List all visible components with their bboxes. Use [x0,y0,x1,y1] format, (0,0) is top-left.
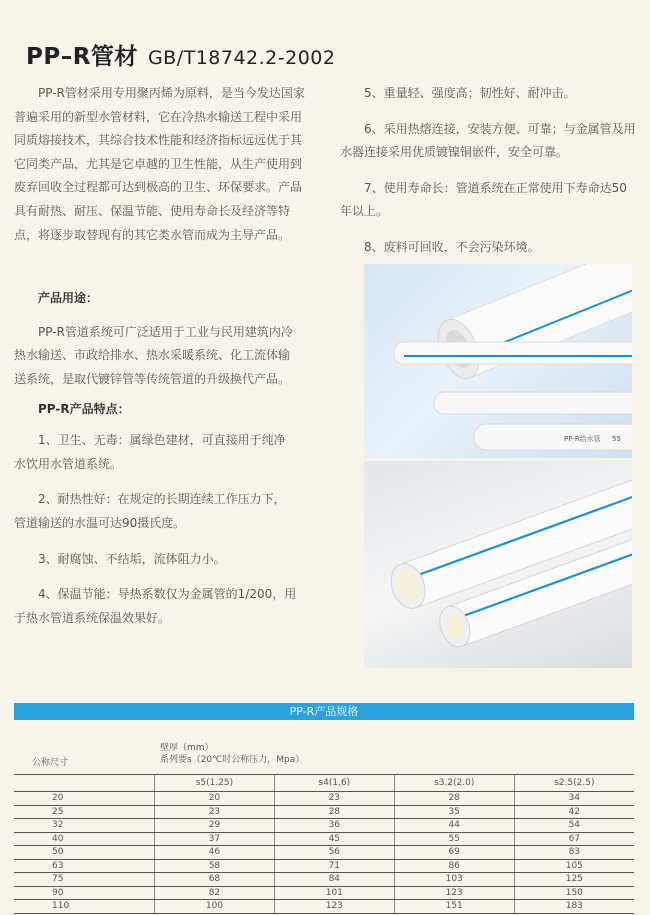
series-label: 系列要s（20℃时公称压力，Mpa） [160,755,305,765]
table-cell: 110 [14,900,155,914]
page-title [26,38,335,71]
table-row [14,819,634,833]
table-row [14,886,634,900]
usage-paragraph [14,321,324,392]
intro-line: PP-R管材采用专用聚丙烯为原料，是当今发达国家 [38,86,305,100]
table-cell: 63 [14,859,155,873]
table-cell: 67 [514,832,634,846]
feature-line: 4、保温节能：导热系数仅为金属管的1/200，用 [38,587,297,602]
table-cell: 29 [155,819,275,833]
feature-item [14,583,324,630]
table-cell: 69 [394,846,514,860]
table-cell: 20 [155,792,275,806]
table-cell: 28 [394,792,514,806]
intro-line: 普遍采用的新型水管材料，它在冷热水输送工程中采用 [14,109,303,124]
pipe-print-text: PP-R给水管 [564,435,601,443]
table-cell: 40 [14,832,155,846]
table-cell [14,775,155,792]
series-header-row [14,775,634,792]
feature-item [14,429,324,476]
standard-code: GB/T18742.2-2002 [147,47,336,69]
table-cell: 100 [155,900,275,914]
feature-item [14,548,324,572]
table-cell: 35 [394,805,514,819]
series-header: s3.2(2.0) [394,775,514,792]
series-header: s5(1.25) [155,775,275,792]
feature-item: 6、采用热熔连接，安装方便、可靠；与金属管及用水器连接采用优质镀镍铜嵌件，安全可靠。 [340,121,636,160]
table-cell: 45 [274,832,394,846]
usage-line: PP-R管道系统可广泛适用于工业与民用建筑内冷 [38,324,293,339]
pipe-illustration-bottom [364,461,632,668]
pipe-photo-bottom [364,461,632,668]
table-cell: 183 [514,900,634,914]
table-cell: 58 [155,859,275,873]
table-cell: 123 [274,900,394,914]
intro-line: 同质熔接技术，其综合技术性能和经济指标远远优于其 [14,133,303,148]
pipe-illustration-top [364,264,632,458]
feature-item: 5、重量轻、强度高；韧性好、耐冲击。 [364,86,576,100]
spec-table-grid [14,775,634,914]
table-cell: 75 [14,873,155,887]
intro-line: 点，将逐步取替现有的其它类水管而成为主导产品。 [14,227,291,242]
feature-line: 管道输送的水温可达90摄氏度。 [14,515,186,530]
table-cell: 84 [274,873,394,887]
table-row [14,832,634,846]
usage-line: 热水输送、市政给排水、热水采暖系统、化工流体输 [14,348,291,363]
wall-thickness-label [160,742,304,766]
intro-line: 废弃回收全过程都可达到极高的卫生、环保要求。产品 [14,180,303,195]
usage-heading: 产品用途： [38,291,99,306]
table-cell: 90 [14,886,155,900]
table-cell: 68 [155,873,275,887]
table-cell: 86 [394,859,514,873]
table-cell: 55 [394,832,514,846]
table-row [14,846,634,860]
pipe-print-number: 55 [612,435,621,443]
table-cell: 103 [394,873,514,887]
intro-line: 具有耐热、耐压、保温节能、使用寿命长及经济等特 [14,203,291,218]
table-cell: 25 [14,805,155,819]
table-cell: 46 [155,846,275,860]
feature-item: 7、使用寿命长：管道系统在正常使用下寿命达50年以上。 [340,180,627,219]
table-cell: 101 [274,886,394,900]
nominal-size-label: 公称尺寸 [32,758,69,768]
feature-line: 1、卫生、无毒：属绿色建材，可直接用于纯净 [38,433,286,448]
table-cell: 34 [514,792,634,806]
product-name: PP–R管材 [26,44,138,70]
feature-line: 2、耐热性好：在规定的长期连续工作压力下， [38,492,286,507]
table-cell: 44 [394,819,514,833]
table-cell: 36 [274,819,394,833]
table-cell: 151 [394,900,514,914]
table-cell: 23 [274,792,394,806]
table-cell: 42 [514,805,634,819]
feature-line: 水饮用水管道系统。 [14,456,123,471]
wall-label: 壁厚（mm） [160,743,214,753]
features-heading: PP-R产品特点： [38,401,130,416]
table-cell: 82 [155,886,275,900]
table-cell: 56 [274,846,394,860]
table-cell: 123 [394,886,514,900]
table-cell: 150 [514,886,634,900]
table-cell: 37 [155,832,275,846]
feature-item [14,488,324,535]
table-cell: 28 [274,805,394,819]
usage-line: 送系统，是取代镀锌管等传统管道的升级换代产品。 [14,371,291,386]
table-row [14,805,634,819]
spec-table-title: PP-R产品规格 [14,703,634,720]
right-column [340,82,636,272]
pipe-photo-top [364,264,632,458]
table-row [14,900,634,914]
table-cell: 32 [14,819,155,833]
intro-paragraph [14,82,324,247]
series-header: s4(1.6) [274,775,394,792]
left-column [14,82,324,630]
table-cell: 83 [514,846,634,860]
table-cell: 50 [14,846,155,860]
feature-line: 于热水管道系统保温效果好。 [14,610,171,625]
table-row [14,859,634,873]
spec-table [14,703,634,914]
table-cell: 125 [514,873,634,887]
table-row [14,873,634,887]
intro-line: 它同类产品，尤其是它卓越的卫生性能，从生产使用到 [14,156,303,171]
feature-list [14,429,324,630]
table-cell: 23 [155,805,275,819]
feature-item: 8、废料可回收，不会污染环境。 [364,239,540,254]
table-cell: 54 [514,819,634,833]
table-cell: 20 [14,792,155,806]
table-cell: 105 [514,859,634,873]
feature-line: 3、耐腐蚀、不结垢，流体阻力小。 [38,551,226,566]
table-row [14,792,634,806]
table-cell: 71 [274,859,394,873]
series-header: s2.5(2.5) [514,775,634,792]
spec-table-header [14,720,634,775]
